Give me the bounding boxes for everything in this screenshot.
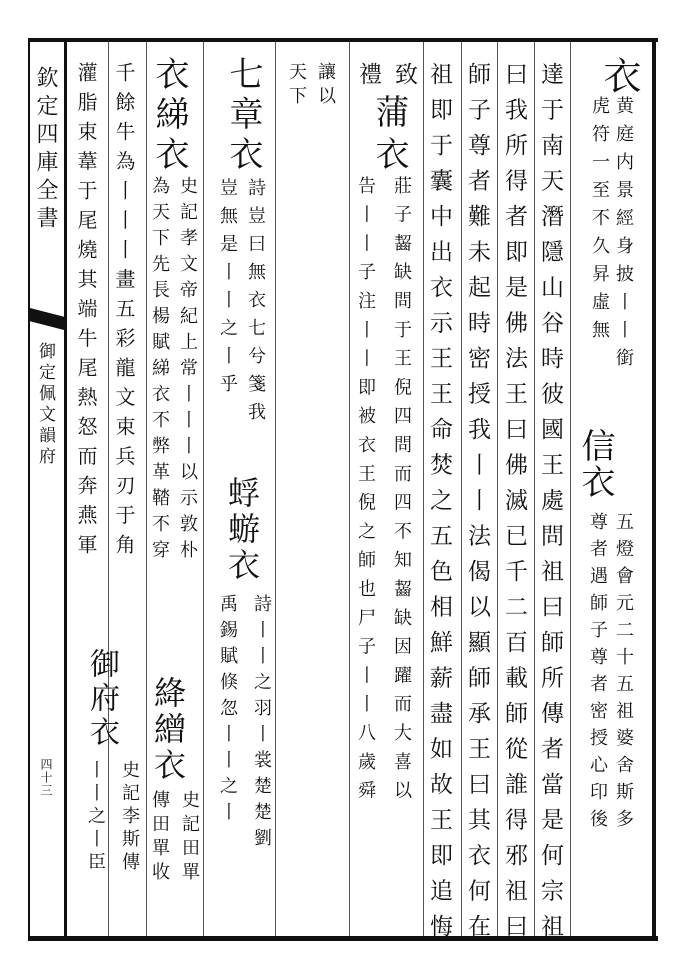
text-column: 達于南天潛隱山谷時彼國王處問祖曰師所傳者當是何宗祖 bbox=[537, 62, 563, 950]
column-text: 史記孝文帝紀上常丨丨丨以示敦朴 bbox=[177, 176, 198, 566]
headword-yufuyi: 御府衣 bbox=[84, 648, 119, 750]
headword-fuyouyi: 蜉蝣衣 bbox=[223, 476, 261, 584]
column-text: 黄庭内景經身披丨丨銜 bbox=[613, 96, 634, 376]
column-rule bbox=[461, 42, 462, 936]
column-text: 丨丨之丨臣 bbox=[85, 760, 106, 875]
column-text: 讓以 bbox=[315, 62, 336, 110]
column-text: 傳田單收 bbox=[149, 790, 170, 886]
column-text: 致 bbox=[391, 62, 417, 90]
text-column: 師子尊者難未起時密授我丨丨法偈以顯師承王曰其衣何在 bbox=[464, 62, 490, 950]
column-rule bbox=[349, 42, 350, 936]
column-text: 告丨丨子注丨丨即被衣王倪之師也尸子丨丨八歲舜 bbox=[355, 176, 376, 810]
top-border bbox=[28, 38, 658, 42]
column-text: 詩豈曰無衣七兮箋我 bbox=[245, 178, 266, 430]
column-text: 豈無是丨丨之丨乎 bbox=[217, 178, 238, 402]
column-rule bbox=[203, 42, 204, 936]
text-column: 祖即于囊中出衣示王王命焚之五色相鮮薪盡如故王即追悔 bbox=[426, 62, 452, 950]
column-rule bbox=[275, 42, 276, 936]
headword-qizhangyi: 七章衣 bbox=[223, 56, 263, 176]
column-text: 禹錫賦倏忽丨丨之丨 bbox=[217, 594, 238, 828]
right-border bbox=[652, 38, 656, 941]
margin-subtitle: 御定佩文韻府 bbox=[35, 342, 55, 468]
left-margin-border bbox=[28, 38, 30, 941]
bottom-border bbox=[28, 936, 658, 941]
headword-jiangzengyi: 絳繒衣 bbox=[149, 676, 187, 784]
text-column: 曰我所得者即是佛法王曰佛滅已千二百載師從誰得邪祖曰 bbox=[501, 62, 527, 950]
column-text: 五燈會元二十五祖婆舍斯多 bbox=[613, 512, 634, 836]
headword-tiyi: 衣綈衣 bbox=[149, 56, 189, 176]
fishtail-mark bbox=[30, 308, 64, 330]
headword-puyi: 蒲衣 bbox=[369, 94, 409, 178]
column-text: 天下 bbox=[286, 62, 307, 110]
column-rule bbox=[570, 42, 571, 936]
column-rule bbox=[534, 42, 535, 936]
column-text: 詩丨丨之羽丨裳楚楚劉 bbox=[251, 594, 272, 854]
column-text: 莊子齧缺問于王倪四問而四不知齧缺因躍而大喜以 bbox=[391, 176, 412, 810]
column-text: 千餘牛為丨丨丨畫五彩龍文束兵刃于角 bbox=[112, 62, 136, 564]
column-text: 為天下先長楊賦綈衣不弊革鞜不穿 bbox=[149, 176, 170, 566]
headword-xinyi: 信衣 bbox=[575, 428, 615, 500]
column-text: 史記田單 bbox=[179, 790, 200, 886]
column-text: 禮 bbox=[355, 62, 381, 90]
column-rule bbox=[497, 42, 498, 936]
column-text: 尊者遇師子尊者密授心印後 bbox=[587, 512, 608, 836]
column-text: 史記李斯傳 bbox=[119, 760, 140, 875]
column-rule bbox=[108, 42, 109, 936]
margin-title: 欽定四庫全書 bbox=[33, 66, 58, 234]
column-text: 灌脂束葦于尾燒其端牛尾熱怒而奔燕軍 bbox=[74, 62, 98, 564]
column-rule bbox=[146, 42, 147, 936]
inner-margin-border bbox=[64, 38, 67, 941]
headword-yi: 衣 bbox=[597, 56, 641, 96]
column-text: 虎符一至不久昇虛無 bbox=[589, 96, 610, 348]
column-rule bbox=[423, 42, 424, 936]
page-number: 四十三 bbox=[39, 758, 53, 797]
